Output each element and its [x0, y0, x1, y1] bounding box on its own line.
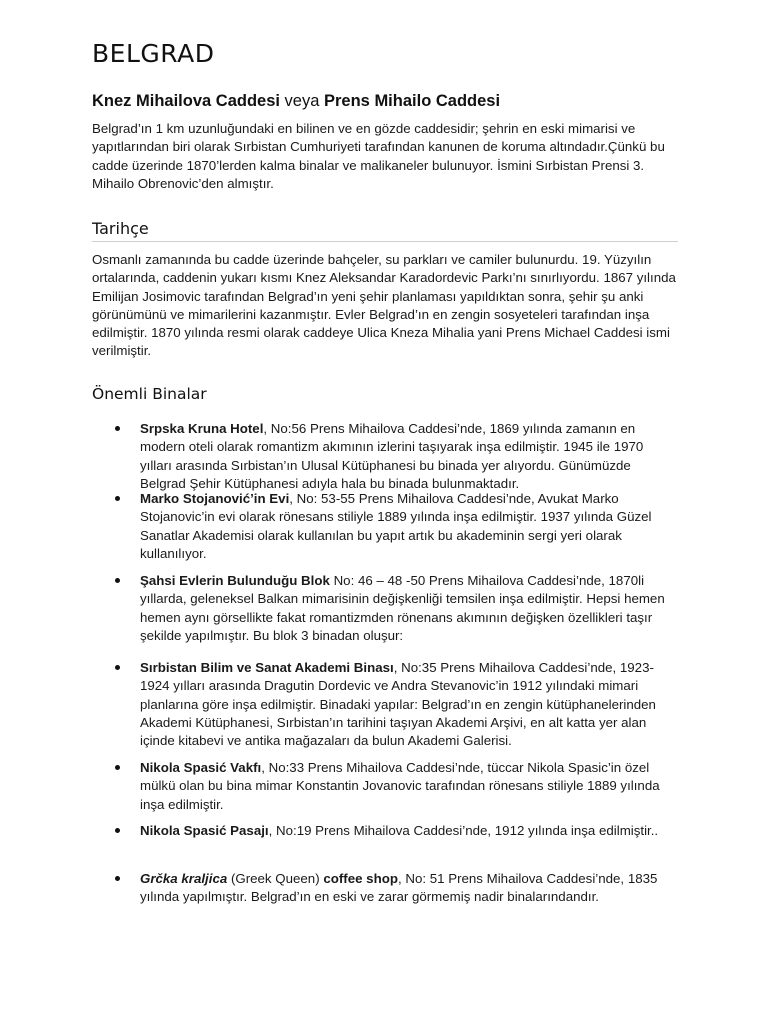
list-item-text	[140, 759, 678, 814]
bullet-icon	[115, 765, 120, 770]
building-name: coffee shop	[323, 871, 398, 886]
bullet-icon	[115, 828, 120, 833]
building-description: , No: 53-55 Prens Mihailova Caddesi’nde, Avukat Marko Stojanovic’in evi olarak rönesans stiliyle 1889 yılında inşa edilmiştir. 1937 yılında Güzel Sanatlar Akademisi olarak kullanılan bu yapıt artık bu akademinin sergi yeri olarak kullanılıyor.	[140, 491, 652, 561]
subtitle-part-3: Prens Mihailo Caddesi	[324, 92, 501, 110]
building-name: Nikola Spasić Pasajı	[140, 823, 269, 838]
building-description: , No:35 Prens Mihailova Caddesi’nde, 1923-1924 yılları arasında Dragutin Dordevic ve Andra Stevanovic’in 1912 yılındaki mimari planlarına göre inşa edilmiştir. Binadaki yapılar: Belgrad’ın en zengin kütüphanelerinden Akademi Kütüphanesi, Sırbistan’ın tarihini taşıyan Akademi Arşivi, en alt katta yer alan içinde kitabevi ve antika mağazaları da bulun Akademi Galerisi.	[140, 660, 656, 749]
list-item-text	[140, 572, 678, 645]
buildings-heading: Önemli Binalar	[92, 385, 207, 403]
building-name: Srpska Kruna Hotel	[140, 421, 264, 436]
list-item-text	[140, 490, 678, 563]
building-description: , No:33 Prens Mihailova Caddesi’nde, tüccar Nikola Spasic’in özel mülkü olan bu bina mimar Konstantin Jovanovic tarafından rönesans stiliyle 1889 yılında inşa edilmiştir.	[140, 760, 660, 812]
building-name: Sırbistan Bilim ve Sanat Akademi Binası	[140, 660, 394, 675]
building-description: , No: 51 Prens Mihailova Caddesi’nde, 1835 yılında yapılmıştır. Belgrad’ın en eski ve zarar görmemiş nadir binalarındandır.	[140, 871, 658, 905]
bullet-icon	[115, 665, 120, 670]
subtitle-part-2: veya	[279, 92, 324, 110]
building-name: Marko Stojanović’in Evi	[140, 491, 290, 506]
document-title: BELGRAD	[92, 39, 215, 68]
building-name: Nikola Spasić Vakfı	[140, 760, 262, 775]
history-heading: Tarihçe	[92, 219, 678, 242]
list-item-text	[140, 822, 678, 840]
building-description: , No:56 Prens Mihailova Caddesi’nde, 1869 yılında zamanın en modern oteli olarak romantizm akımının izlerini taşıyarak inşa edilmiştir. 1945 ile 1970 yılları arasında Sırbistan’ın Ulusal Kütüphanesi bu binada yer alıyordu. Günümüzde Belgrad Şehir Kütüphanesi adıyla hala bu binada bulunmaktadır.	[140, 421, 644, 491]
intro-paragraph: Belgrad’ın 1 km uzunluğundaki en bilinen ve en gözde caddesidir; şehrin en eski mimarisi ve yapıtlarından biri olarak Sırbistan Cumhuriyeti tarafından kanunen de koruma altındadır.Çünkü bu cadde üzerinde 1870’lerden kalma binalar ve malikaneler bulunuyor. İsmini Sırbistan Prensi 3. Mihailo Obrenovic’den almıştır.	[92, 121, 665, 191]
bullet-icon	[115, 426, 120, 431]
building-name-aside: (Greek Queen)	[227, 871, 324, 886]
list-item-text	[140, 420, 678, 493]
building-name-italic: Grčka kraljica	[140, 871, 228, 886]
document-subtitle	[92, 92, 500, 111]
bullet-icon	[115, 578, 120, 583]
building-description: , No:19 Prens Mihailova Caddesi’nde, 1912 yılında inşa edilmiştir..	[268, 823, 659, 838]
building-description: No: 46 – 48 -50 Prens Mihailova Caddesi’nde, 1870li yıllarda, geleneksel Balkan mimarisinin değişkenliği temsilen inşa edilmiştir. Hepsi hemen hemen aynı görsellikte fakat romantizmden rönenans akımının değişken özellikleri taşır şekilde yapılmıştır. Bu blok 3 binadan oluşur:	[140, 573, 665, 643]
bullet-icon	[115, 496, 120, 501]
subtitle-part-1: Knez Mihailova Caddesi	[92, 92, 280, 110]
history-paragraph: Osmanlı zamanında bu cadde üzerinde bahçeler, su parkları ve camiler bulunurdu. 19. Yüzyılın ortalarında, caddenin yukarı kısmı Knez Aleksandar Karadordevic Parkı’nı sınırlıyordu. 1867 yılında Emilijan Josimovic tarafından Belgrad’ın yeni şehir planlaması yapıldıktan sonra, şehir şu anki görünümünü ve mimarilerini kazanmıştır. Evler Belgrad’ın en zengin sosyeteleri tarafından inşa edilmiştir. 1870 yılında resmi olarak caddeye Ulica Kneza Mihalia yani Prens Michael Caddesi ismi verilmiştir.	[92, 252, 676, 359]
list-item-text	[140, 870, 678, 907]
list-item-text	[140, 659, 678, 750]
building-name: Şahsi Evlerin Bulunduğu Blok	[140, 573, 330, 588]
bullet-icon	[115, 876, 120, 881]
